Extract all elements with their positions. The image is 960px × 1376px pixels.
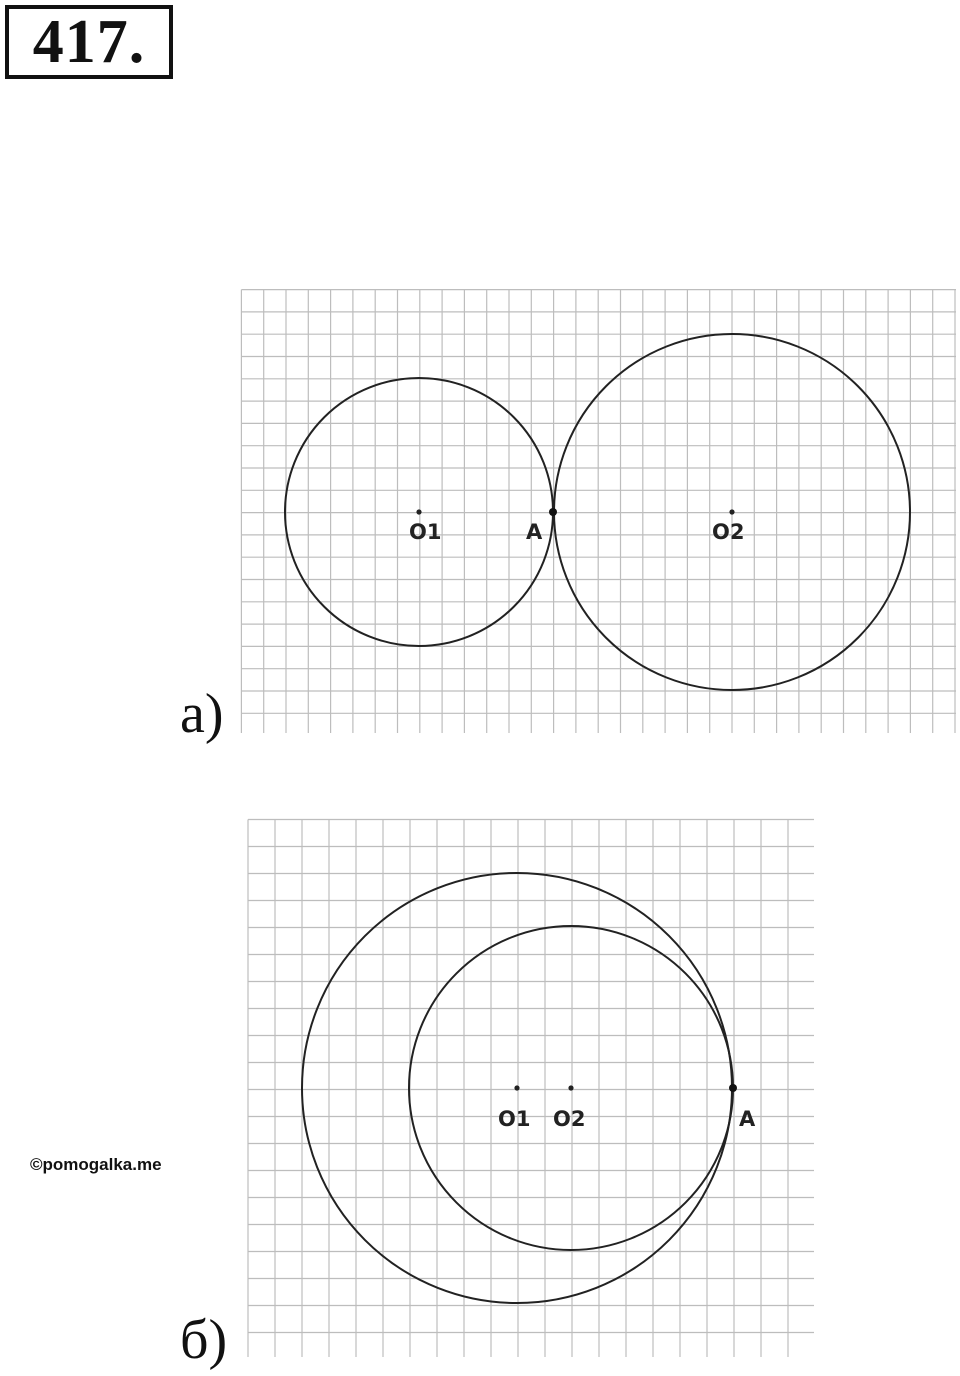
point-o2 xyxy=(729,509,734,514)
panel-a xyxy=(180,290,956,745)
point-o1 xyxy=(514,1085,519,1090)
label-o1: O1 xyxy=(498,1107,531,1131)
panel-b xyxy=(180,820,814,1372)
label-o2: O2 xyxy=(553,1107,586,1131)
point-o2 xyxy=(568,1085,573,1090)
panel-b-label: б) xyxy=(180,1309,228,1371)
problem-number: 417. xyxy=(5,5,173,79)
label-a: A xyxy=(526,520,543,544)
grid-a xyxy=(241,290,956,733)
label-a: A xyxy=(739,1107,756,1131)
point-o1 xyxy=(416,509,421,514)
point-a xyxy=(729,1084,737,1092)
panel-a-label: а) xyxy=(180,683,224,745)
label-o1: O1 xyxy=(409,520,442,544)
point-a xyxy=(549,508,557,516)
label-o2: O2 xyxy=(712,520,745,544)
watermark: ©pomogalka.me xyxy=(30,1155,162,1174)
